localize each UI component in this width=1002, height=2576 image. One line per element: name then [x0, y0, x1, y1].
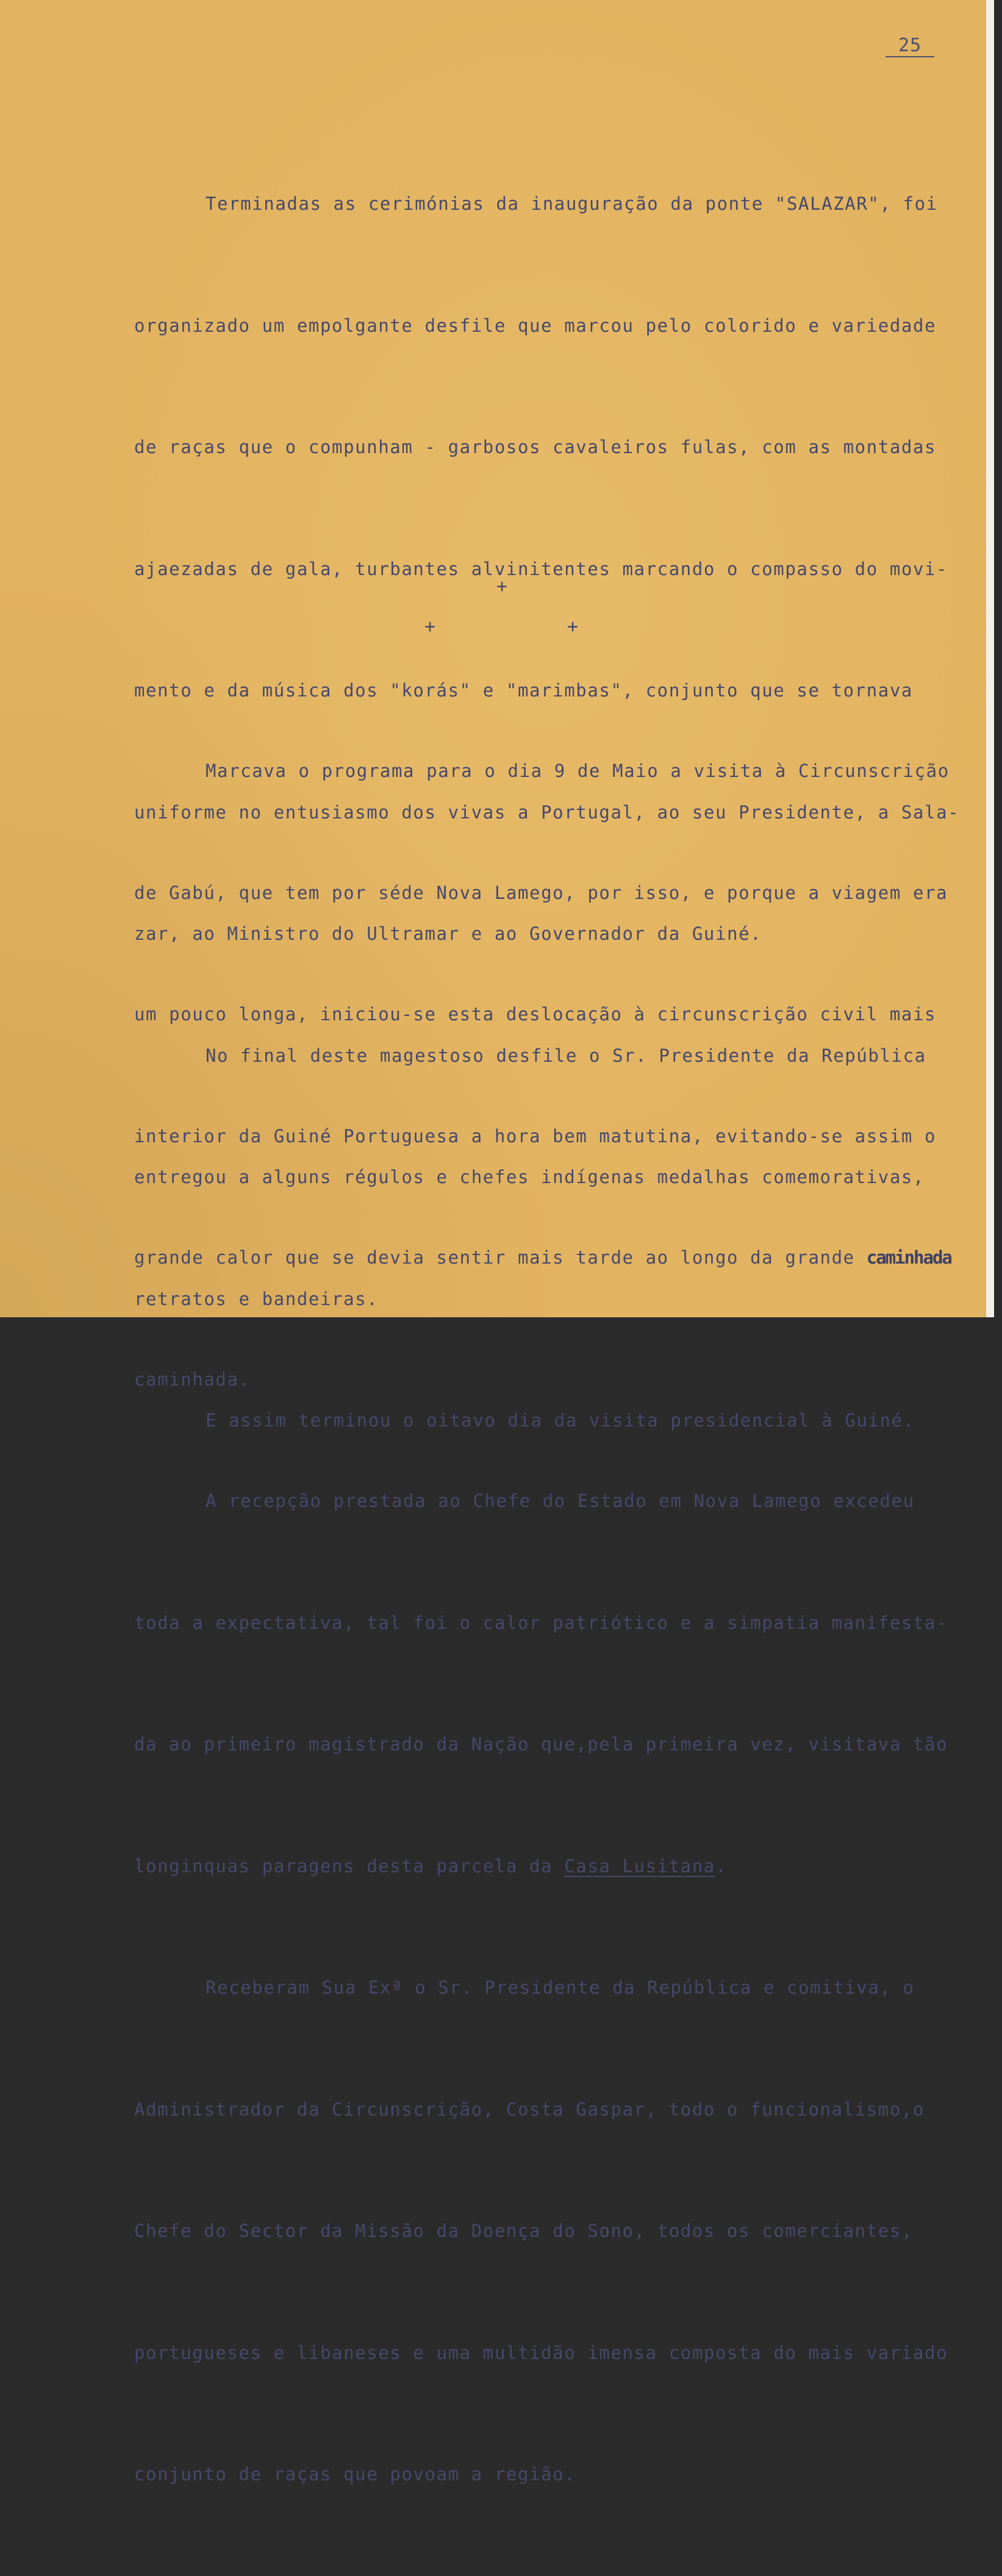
text-line: interior da Guiné Portuguesa a hora bem matutina, evitando-se assim o [134, 1125, 937, 1147]
text-line [134, 1846, 976, 1887]
page-edge [986, 0, 994, 1317]
text-line: ajaezadas de gala, turbantes alvinitentes marcando o compasso do movi- [134, 558, 948, 579]
text-line: A recepção prestada ao Chefe do Estado em Nova Lamego excedeu [206, 1490, 915, 1511]
text-line: da ao primeiro magistrado da Nação que,pela primeira vez, visitava tão [134, 1734, 948, 1755]
text-line: retratos e bandeiras. [134, 1288, 379, 1309]
separator-mark: + [496, 576, 508, 597]
text-line: de Gabú, que tem por séde Nova Lamego, por isso, e porque a viagem era [134, 882, 948, 903]
text-line: de raças que o compunham - garbosos cavaleiros fulas, com as montadas [134, 437, 937, 457]
body-text-part-2 [134, 670, 976, 2576]
separator-mark: + [567, 616, 579, 637]
text-line: No final deste magestoso desfile o Sr. Presidente da República [206, 1045, 926, 1066]
text-line-start: grande calor que se devia sentir mais tarde ao longo da grande [134, 1247, 867, 1268]
text-line: mento e da música dos "korás" e "marimbas", conjunto que se tornava [134, 680, 913, 701]
text-line: Terminadas as cerimónias da inauguração da ponte "SALAZAR", foi [206, 193, 938, 214]
text-line [134, 1237, 976, 1278]
struck-word: caminhada [866, 1247, 951, 1268]
text-line-start: longinquas paragens desta parcela da [134, 1855, 565, 1877]
text-line: uniforme no entusiasmo dos vivas a Portugal, ao seu Presidente, a Sala- [134, 801, 960, 823]
text-line: zar, ao Ministro do Ultramar e ao Governador da Guiné. [134, 923, 762, 944]
text-line: Receberam Sua Exª o Sr. Presidente da República e comitiva, o [206, 1977, 915, 1998]
text-line: toda a expectativa, tal foi o calor patriótico e a simpatia manifesta- [134, 1612, 948, 1633]
text-line: Administrador da Circunscrição, Costa Gaspar, todo o funcionalismo,o [134, 2098, 925, 2120]
text-line: um pouco longa, iniciou-se esta deslocação à circunscrição civil mais [134, 1004, 937, 1025]
page-number: 25 [886, 35, 934, 57]
underlined-phrase: Casa Lusitana [564, 1855, 715, 1877]
separator-mark: + [424, 616, 436, 637]
text-line: caminhada. [134, 1368, 251, 1390]
text-line: portugueses e libaneses e uma multidão imensa composta do mais variado [134, 2342, 948, 2363]
text-line-end: . [715, 1855, 728, 1877]
text-line: Chefe do Sector da Missão da Doença do Sono, todos os comerciantes, [134, 2220, 913, 2241]
text-line: organizado um empolgante desfile que marcou pelo colorido e variedade [134, 315, 937, 336]
text-line: entregou a alguns régulos e chefes indígenas medalhas comemorativas, [134, 1167, 925, 1187]
text-line: conjunto de raças que povoam a região. [134, 2464, 576, 2485]
text-line: Marcava o programa para o dia 9 de Maio a visita à Circunscrição [206, 760, 950, 781]
text-line: E assim terminou o oitavo dia da visita presidencial à Guiné. [206, 1410, 915, 1431]
